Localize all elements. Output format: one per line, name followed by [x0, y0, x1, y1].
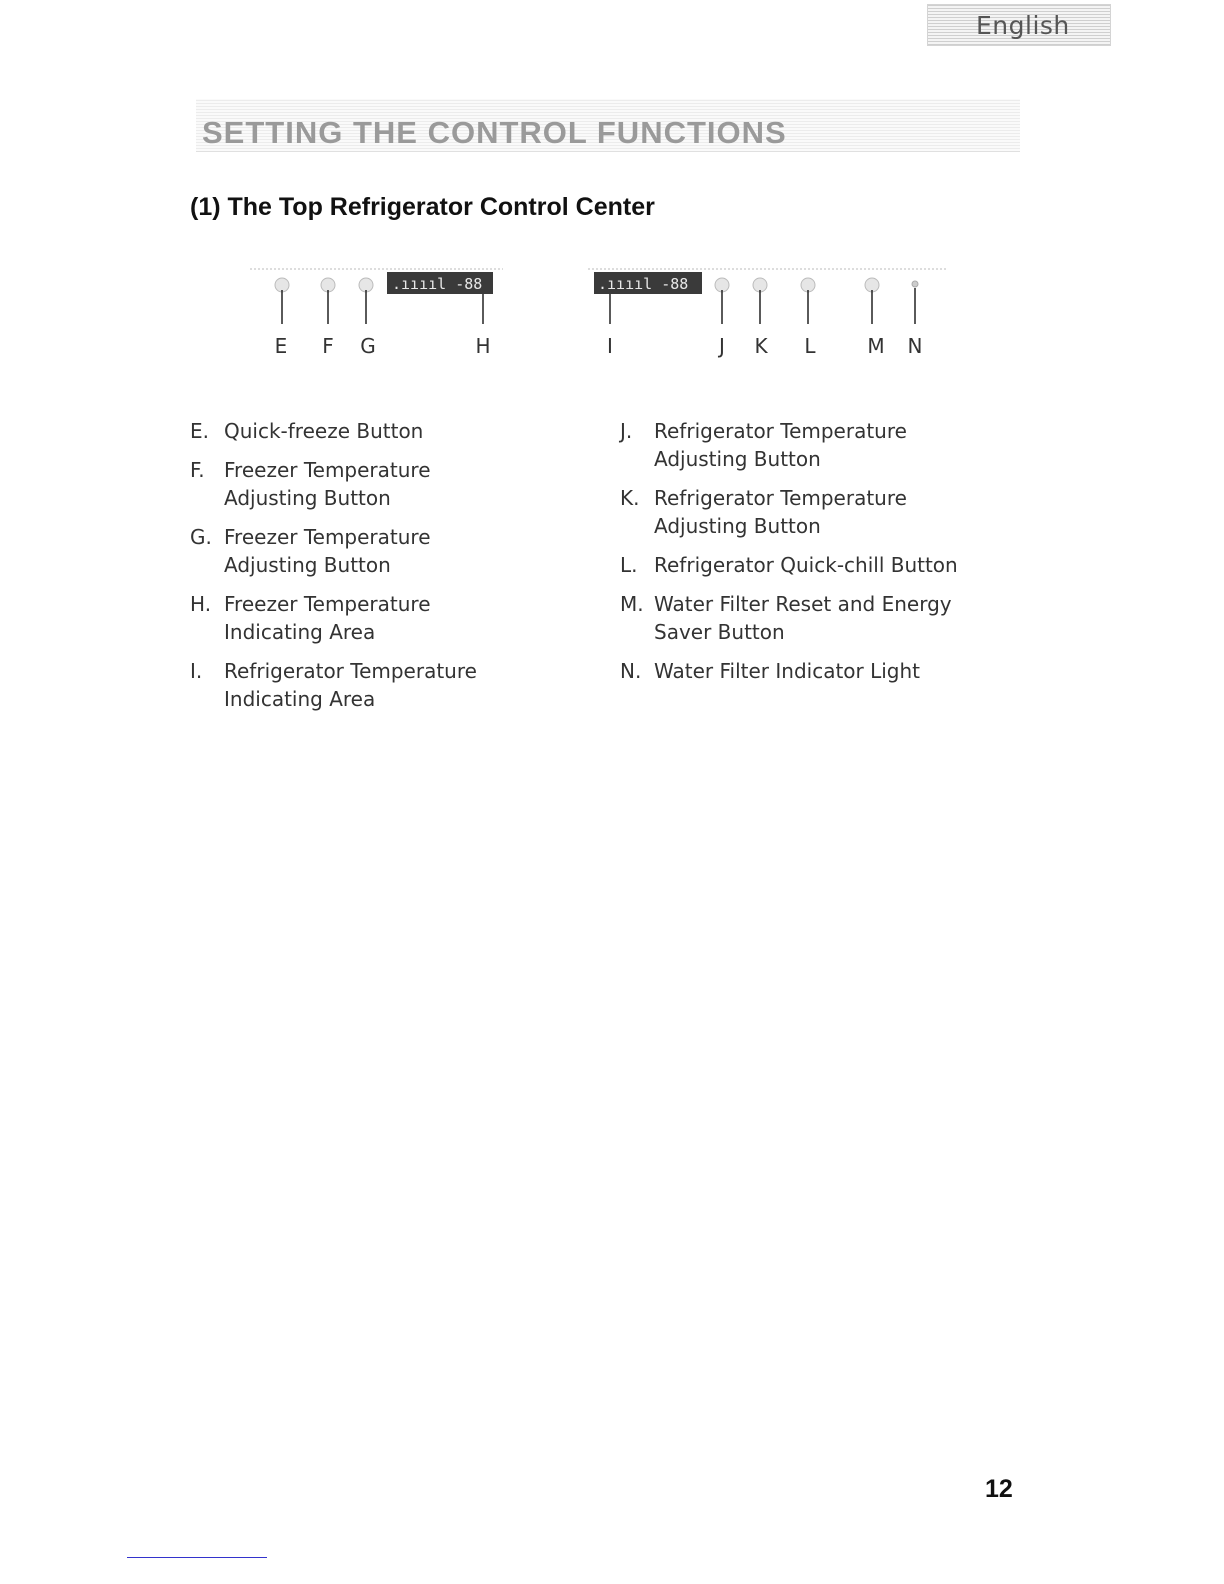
control-panel-diagram	[0, 0, 1224, 400]
callout-i: I	[607, 334, 613, 358]
callout-m: M	[867, 334, 885, 358]
indicator-n-icon	[912, 281, 918, 287]
legend-letter: E.	[190, 419, 209, 443]
legend-item	[620, 657, 1040, 685]
legend-text-cont: Adjusting Button	[654, 447, 821, 471]
callout-l: L	[804, 334, 816, 358]
legend-text: Water Filter Indicator Light	[654, 659, 921, 683]
legend-text-cont: Adjusting Button	[224, 553, 391, 577]
legend-text: Water Filter Reset and Energy	[654, 592, 952, 616]
legend-text-cont: Saver Button	[654, 620, 785, 644]
button-k-icon	[753, 278, 767, 292]
legend-item	[620, 484, 1040, 540]
legend-letter: I.	[190, 659, 203, 683]
legend-letter: H.	[190, 592, 212, 616]
button-l-icon	[801, 278, 815, 292]
legend-letter: K.	[620, 486, 640, 510]
legend-text: Refrigerator Temperature	[224, 659, 477, 683]
legend-text: Refrigerator Temperature	[654, 486, 907, 510]
refrigerator-display-text: .ııııl -88	[598, 275, 689, 293]
button-g-icon	[359, 278, 373, 292]
legend-text: Freezer Temperature	[224, 592, 431, 616]
banner-title: SETTING THE CONTROL FUNCTIONS	[202, 115, 787, 150]
legend-text-cont: Adjusting Button	[654, 514, 821, 538]
callout-j: J	[719, 334, 725, 358]
button-m-icon	[865, 278, 879, 292]
legend-item	[620, 417, 1040, 473]
legend-item	[190, 657, 590, 713]
legend-item	[190, 590, 590, 646]
legend-text: Refrigerator Quick-chill Button	[654, 553, 958, 577]
legend-right-column	[620, 417, 1040, 696]
callout-g: G	[360, 334, 376, 358]
callout-h: H	[475, 334, 491, 358]
footer-rule	[127, 1557, 267, 1558]
freezer-display-text: .ııııl -88	[392, 275, 483, 293]
legend-letter: N.	[620, 659, 642, 683]
legend-item	[190, 523, 590, 579]
button-j-icon	[715, 278, 729, 292]
language-label: English	[976, 11, 1070, 40]
legend-text: Freezer Temperature	[224, 458, 431, 482]
legend-letter: F.	[190, 458, 205, 482]
callout-e: E	[274, 334, 288, 358]
button-e-icon	[275, 278, 289, 292]
legend-letter: G.	[190, 525, 212, 549]
legend-text: Quick-freeze Button	[224, 419, 424, 443]
legend-letter: J.	[620, 419, 633, 443]
callout-k: K	[754, 334, 768, 358]
callout-f: F	[322, 334, 334, 358]
legend-item	[190, 417, 590, 445]
legend-text-cont: Adjusting Button	[224, 486, 391, 510]
legend-text: Freezer Temperature	[224, 525, 431, 549]
legend-text-cont: Indicating Area	[224, 687, 376, 711]
button-f-icon	[321, 278, 335, 292]
page-number: 12	[985, 1475, 1013, 1503]
legend-item	[190, 456, 590, 512]
section-subtitle: (1) The Top Refrigerator Control Center	[190, 193, 655, 221]
legend-letter: M.	[620, 592, 644, 616]
legend-text: Refrigerator Temperature	[654, 419, 907, 443]
legend-text-cont: Indicating Area	[224, 620, 376, 644]
callout-n: N	[907, 334, 923, 358]
legend-letter: L.	[620, 553, 638, 577]
legend-item	[620, 590, 1040, 646]
legend-item	[620, 551, 1040, 579]
legend-left-column	[190, 417, 590, 724]
